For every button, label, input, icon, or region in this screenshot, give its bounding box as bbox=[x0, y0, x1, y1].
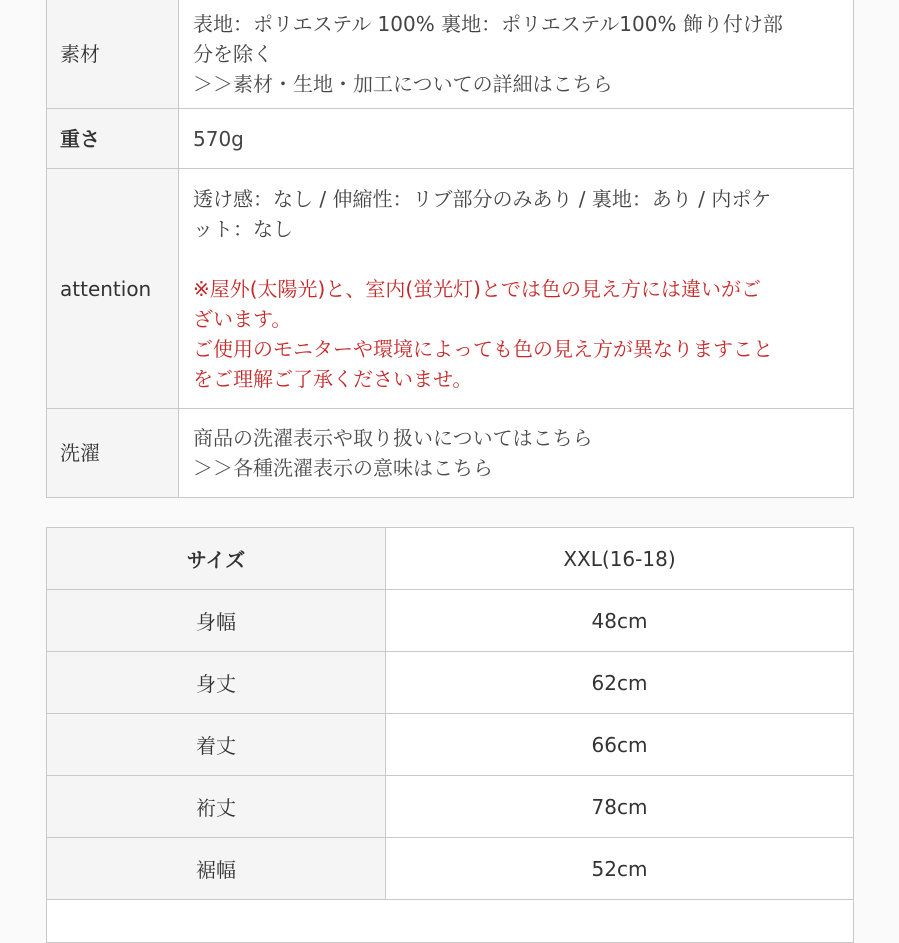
spec-value-weight: 570g bbox=[179, 109, 854, 169]
size-row-value: 66cm bbox=[386, 714, 854, 776]
attention-text-line1: 透け感：なし / 伸縮性：リブ部分のみあり / 裏地：あり / 内ポケ bbox=[193, 186, 772, 211]
size-row-label: 着丈 bbox=[47, 714, 386, 776]
size-row-label: 身幅 bbox=[47, 590, 386, 652]
size-row bbox=[47, 652, 854, 714]
size-row-label: 裄丈 bbox=[47, 776, 386, 838]
color-warning-line3: ご使用のモニターや環境によっても色の見え方が異なりますこと bbox=[193, 336, 773, 361]
material-text-line2: 分を除く bbox=[193, 41, 273, 66]
spec-value-attention bbox=[179, 169, 854, 409]
spec-label-weight: 重さ bbox=[47, 109, 179, 169]
size-row bbox=[47, 714, 854, 776]
size-header-label: サイズ bbox=[47, 528, 386, 590]
spec-value-material bbox=[179, 0, 854, 109]
attention-text-line2: ット：なし bbox=[193, 216, 293, 241]
size-row-value: 62cm bbox=[386, 652, 854, 714]
size-header-row bbox=[47, 528, 854, 590]
size-table-partial-row bbox=[47, 900, 854, 943]
spec-label-attention: attention bbox=[47, 169, 179, 409]
spec-row-material bbox=[47, 0, 854, 109]
size-row-value: 52cm bbox=[386, 838, 854, 900]
spec-row-weight bbox=[47, 109, 854, 169]
spec-row-attention bbox=[47, 169, 854, 409]
spec-row-wash bbox=[47, 409, 854, 498]
material-text-line1: 表地：ポリエステル 100% 裏地：ポリエステル100% 飾り付け部 bbox=[193, 11, 783, 36]
attention-spacer bbox=[193, 244, 839, 274]
size-row-label: 身丈 bbox=[47, 652, 386, 714]
wash-care-link[interactable]: 商品の洗濯表示や取り扱いについてはこちら bbox=[193, 426, 593, 450]
spec-label-wash: 洗濯 bbox=[47, 409, 179, 498]
wash-symbols-link[interactable]: ＞＞各種洗濯表示の意味はこちら bbox=[193, 456, 493, 480]
size-row-label: 裾幅 bbox=[47, 838, 386, 900]
size-row-value: 48cm bbox=[386, 590, 854, 652]
size-row bbox=[47, 838, 854, 900]
color-warning-line4: をご理解ご了承くださいませ。 bbox=[193, 366, 473, 391]
size-row bbox=[47, 590, 854, 652]
spec-label-material: 素材 bbox=[47, 0, 179, 109]
size-row bbox=[47, 776, 854, 838]
material-detail-link[interactable]: ＞＞素材・生地・加工についての詳細はこちら bbox=[193, 71, 613, 96]
size-chart-table bbox=[46, 527, 854, 943]
size-table-partial-cell bbox=[47, 900, 854, 943]
color-warning-line2: ざいます。 bbox=[193, 306, 292, 331]
product-spec-table bbox=[46, 0, 854, 498]
color-warning-line1: ※屋外(太陽光)と、室内(蛍光灯)とでは色の見え方には違いがご bbox=[193, 276, 761, 301]
size-header-value: XXL(16-18) bbox=[386, 528, 854, 590]
size-row-value: 78cm bbox=[386, 776, 854, 838]
spec-value-wash bbox=[179, 409, 854, 498]
